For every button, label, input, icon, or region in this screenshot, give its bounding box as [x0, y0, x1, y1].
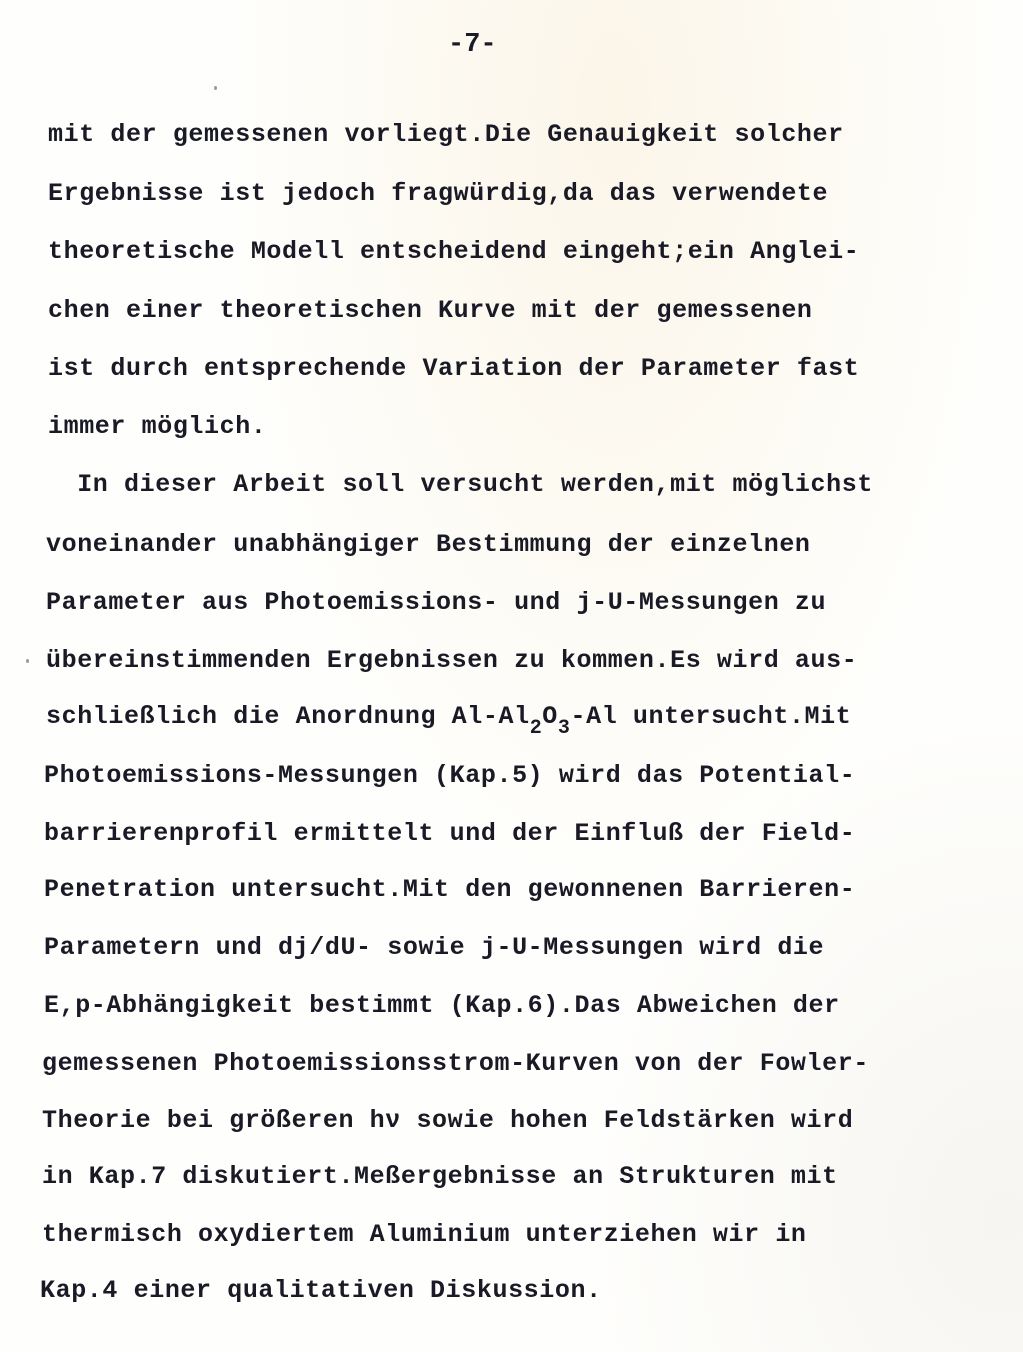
text-line: übereinstimmenden Ergebnissen zu kommen.Es wird aus- [46, 646, 858, 675]
text-line: Theorie bei größeren hν sowie hohen Feldstärken wird [42, 1106, 854, 1135]
text-line: In dieser Arbeit soll versucht werden,mit möglichst [46, 470, 873, 499]
subscript-2: 2 [529, 717, 543, 740]
line-text-mid: O [542, 702, 558, 731]
subscript-3: 3 [557, 717, 571, 740]
text-line: ist durch entsprechende Variation der Parameter fast [48, 354, 860, 383]
text-line: in Kap.7 diskutiert.Meßergebnisse an Strukturen mit [42, 1162, 838, 1191]
text-line: barrierenprofil ermittelt und der Einfluß der Field- [44, 819, 856, 848]
text-line: voneinander unabhängiger Bestimmung der einzelnen [46, 530, 811, 559]
text-line: Photoemissions-Messungen (Kap.5) wird das Potential- [44, 761, 856, 790]
line-text-after: -Al untersucht.Mit [570, 702, 852, 731]
text-line: Penetration untersucht.Mit den gewonnenen Barrieren- [44, 875, 856, 904]
paper-speck [214, 86, 217, 90]
text-line: immer möglich. [48, 412, 267, 441]
text-line: theoretische Modell entscheidend eingeht;ein Anglei- [48, 237, 860, 266]
text-line: gemessenen Photoemissionsstrom-Kurven von der Fowler- [42, 1049, 869, 1078]
text-line: E,p-Abhängigkeit bestimmt (Kap.6).Das Abweichen der [44, 991, 840, 1020]
text-line: Kap.4 einer qualitativen Diskussion. [40, 1276, 602, 1305]
text-line: Parameter aus Photoemissions- und j-U-Messungen zu [46, 588, 827, 617]
text-line: thermisch oxydiertem Aluminium unterziehen wir in [42, 1220, 807, 1249]
paper-speck [26, 659, 29, 663]
text-line: Parametern und dj/dU- sowie j-U-Messungen wird die [44, 933, 825, 962]
page-number: -7- [448, 30, 497, 60]
text-line: mit der gemessenen vorliegt.Die Genauigkeit solcher [48, 120, 844, 149]
text-line-formula [46, 702, 852, 740]
text-line: chen einer theoretischen Kurve mit der gemessenen [48, 296, 813, 325]
text-line: Ergebnisse ist jedoch fragwürdig,da das verwendete [48, 179, 829, 208]
line-text-before: schließlich die Anordnung Al-Al [46, 702, 530, 731]
